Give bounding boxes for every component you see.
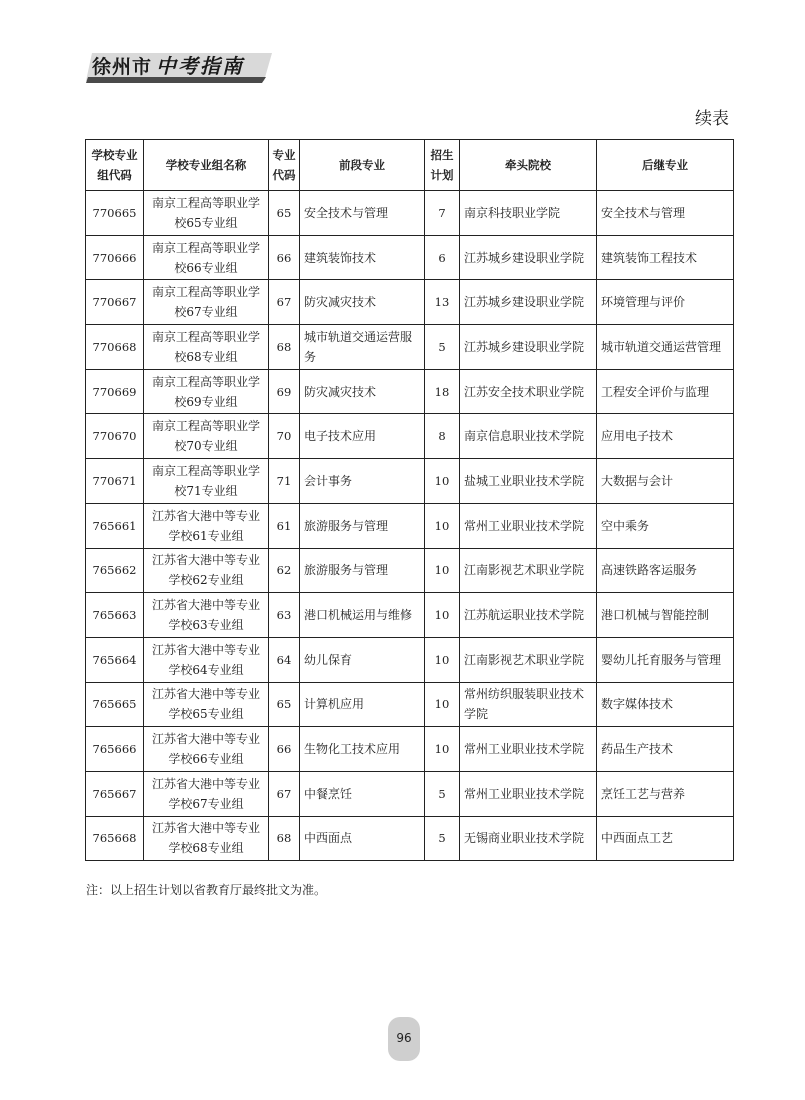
cell-group-code: 765661 (86, 503, 144, 548)
cell-major-code: 66 (269, 235, 300, 280)
cell-follow-major: 应用电子技术 (597, 414, 734, 459)
cell-major-code: 61 (269, 503, 300, 548)
table-row (86, 191, 734, 236)
cell-group-code: 765664 (86, 637, 144, 682)
cell-major-code: 69 (269, 369, 300, 414)
cell-plan: 10 (425, 503, 460, 548)
cell-lead-school: 江南影视艺术职业学院 (460, 637, 597, 682)
cell-major-code: 65 (269, 191, 300, 236)
cell-group-name: 江苏省大港中等专业学校66专业组 (144, 727, 269, 772)
cell-group-code: 765663 (86, 593, 144, 638)
cell-group-code: 765665 (86, 682, 144, 727)
cell-plan: 5 (425, 325, 460, 370)
table-body (86, 191, 734, 861)
cell-group-code: 770665 (86, 191, 144, 236)
table-row (86, 771, 734, 816)
cell-major-code: 67 (269, 771, 300, 816)
cell-major: 旅游服务与管理 (300, 548, 425, 593)
cell-group-name: 江苏省大港中等专业学校68专业组 (144, 816, 269, 861)
cell-group-code: 770667 (86, 280, 144, 325)
cell-follow-major: 高速铁路客运服务 (597, 548, 734, 593)
cell-lead-school: 常州纺织服装职业技术学院 (460, 682, 597, 727)
cell-lead-school: 江苏城乡建设职业学院 (460, 280, 597, 325)
cell-group-name: 江苏省大港中等专业学校61专业组 (144, 503, 269, 548)
cell-follow-major: 环境管理与评价 (597, 280, 734, 325)
footnote: 注：以上招生计划以省教育厅最终批文为准。 (86, 883, 327, 897)
cell-follow-major: 港口机械与智能控制 (597, 593, 734, 638)
table-row (86, 593, 734, 638)
cell-major: 生物化工技术应用 (300, 727, 425, 772)
header-group-code: 学校专业 组代码 (86, 140, 144, 191)
cell-plan: 10 (425, 727, 460, 772)
cell-lead-school: 常州工业职业技术学院 (460, 771, 597, 816)
cell-major: 港口机械运用与维修 (300, 593, 425, 638)
cell-lead-school: 江南影视艺术职业学院 (460, 548, 597, 593)
cell-major-code: 68 (269, 816, 300, 861)
header-major-code: 专业 代码 (269, 140, 300, 191)
cell-major: 中餐烹饪 (300, 771, 425, 816)
cell-lead-school: 南京科技职业学院 (460, 191, 597, 236)
cell-group-code: 765667 (86, 771, 144, 816)
cell-plan: 10 (425, 548, 460, 593)
page-number: 96 (396, 1031, 412, 1045)
cell-lead-school: 南京信息职业技术学院 (460, 414, 597, 459)
cell-group-code: 765662 (86, 548, 144, 593)
cell-lead-school: 盐城工业职业技术学院 (460, 459, 597, 504)
cell-follow-major: 安全技术与管理 (597, 191, 734, 236)
cell-plan: 10 (425, 682, 460, 727)
cell-group-name: 南京工程高等职业学校65专业组 (144, 191, 269, 236)
cell-plan: 5 (425, 816, 460, 861)
header-group-name: 学校专业组名称 (144, 140, 269, 191)
cell-plan: 7 (425, 191, 460, 236)
cell-group-code: 770670 (86, 414, 144, 459)
cell-group-code: 765668 (86, 816, 144, 861)
cell-plan: 10 (425, 593, 460, 638)
cell-group-name: 南京工程高等职业学校70专业组 (144, 414, 269, 459)
cell-group-name: 南京工程高等职业学校68专业组 (144, 325, 269, 370)
cell-major: 中西面点 (300, 816, 425, 861)
header-follow-major: 后继专业 (597, 140, 734, 191)
cell-group-code: 770669 (86, 369, 144, 414)
header-title (92, 50, 244, 79)
table-row (86, 548, 734, 593)
table-row (86, 459, 734, 504)
cell-lead-school: 江苏航运职业技术学院 (460, 593, 597, 638)
table-row (86, 369, 734, 414)
cell-major-code: 70 (269, 414, 300, 459)
cell-group-name: 南京工程高等职业学校66专业组 (144, 235, 269, 280)
table-row (86, 235, 734, 280)
cell-group-name: 南京工程高等职业学校71专业组 (144, 459, 269, 504)
header-lead-school: 牵头院校 (460, 140, 597, 191)
cell-major: 幼儿保育 (300, 637, 425, 682)
cell-major-code: 64 (269, 637, 300, 682)
cell-follow-major: 中西面点工艺 (597, 816, 734, 861)
cell-lead-school: 江苏城乡建设职业学院 (460, 235, 597, 280)
header-guide: 中考指南 (156, 54, 245, 78)
cell-plan: 8 (425, 414, 460, 459)
table-row (86, 325, 734, 370)
cell-group-code: 770671 (86, 459, 144, 504)
cell-group-name: 江苏省大港中等专业学校63专业组 (144, 593, 269, 638)
table-row (86, 682, 734, 727)
cell-plan: 5 (425, 771, 460, 816)
cell-lead-school: 江苏城乡建设职业学院 (460, 325, 597, 370)
cell-group-name: 江苏省大港中等专业学校65专业组 (144, 682, 269, 727)
table-row (86, 503, 734, 548)
cell-major-code: 62 (269, 548, 300, 593)
cell-major: 计算机应用 (300, 682, 425, 727)
continued-table-label: 续表 (695, 109, 729, 129)
cell-major-code: 63 (269, 593, 300, 638)
table-row (86, 637, 734, 682)
cell-plan: 6 (425, 235, 460, 280)
cell-group-name: 南京工程高等职业学校69专业组 (144, 369, 269, 414)
cell-major: 旅游服务与管理 (300, 503, 425, 548)
table-row (86, 414, 734, 459)
table-header-row (86, 140, 734, 191)
cell-major: 电子技术应用 (300, 414, 425, 459)
header-city: 徐州市 (92, 56, 153, 78)
header-plan: 招生 计划 (425, 140, 460, 191)
cell-group-name: 江苏省大港中等专业学校64专业组 (144, 637, 269, 682)
cell-follow-major: 工程安全评价与监理 (597, 369, 734, 414)
cell-lead-school: 常州工业职业技术学院 (460, 727, 597, 772)
cell-group-code: 770666 (86, 235, 144, 280)
cell-follow-major: 空中乘务 (597, 503, 734, 548)
cell-major-code: 71 (269, 459, 300, 504)
cell-major-code: 67 (269, 280, 300, 325)
cell-follow-major: 建筑装饰工程技术 (597, 235, 734, 280)
cell-lead-school: 江苏安全技术职业学院 (460, 369, 597, 414)
cell-follow-major: 药品生产技术 (597, 727, 734, 772)
cell-lead-school: 无锡商业职业技术学院 (460, 816, 597, 861)
cell-group-code: 765666 (86, 727, 144, 772)
cell-follow-major: 婴幼儿托育服务与管理 (597, 637, 734, 682)
cell-major-code: 66 (269, 727, 300, 772)
cell-plan: 10 (425, 459, 460, 504)
cell-follow-major: 烹饪工艺与营养 (597, 771, 734, 816)
cell-follow-major: 数字媒体技术 (597, 682, 734, 727)
cell-major: 会计事务 (300, 459, 425, 504)
table-row (86, 727, 734, 772)
cell-group-name: 南京工程高等职业学校67专业组 (144, 280, 269, 325)
cell-major: 建筑装饰技术 (300, 235, 425, 280)
header-major: 前段专业 (300, 140, 425, 191)
cell-major: 安全技术与管理 (300, 191, 425, 236)
table-row (86, 816, 734, 861)
cell-group-name: 江苏省大港中等专业学校62专业组 (144, 548, 269, 593)
cell-follow-major: 城市轨道交通运营管理 (597, 325, 734, 370)
cell-major-code: 65 (269, 682, 300, 727)
cell-major: 城市轨道交通运营服务 (300, 325, 425, 370)
cell-group-code: 770668 (86, 325, 144, 370)
cell-follow-major: 大数据与会计 (597, 459, 734, 504)
cell-group-name: 江苏省大港中等专业学校67专业组 (144, 771, 269, 816)
cell-major: 防灾减灾技术 (300, 280, 425, 325)
cell-major: 防灾减灾技术 (300, 369, 425, 414)
cell-plan: 10 (425, 637, 460, 682)
cell-major-code: 68 (269, 325, 300, 370)
enrollment-plan-table (85, 139, 734, 861)
cell-plan: 13 (425, 280, 460, 325)
cell-lead-school: 常州工业职业技术学院 (460, 503, 597, 548)
table-row (86, 280, 734, 325)
cell-plan: 18 (425, 369, 460, 414)
